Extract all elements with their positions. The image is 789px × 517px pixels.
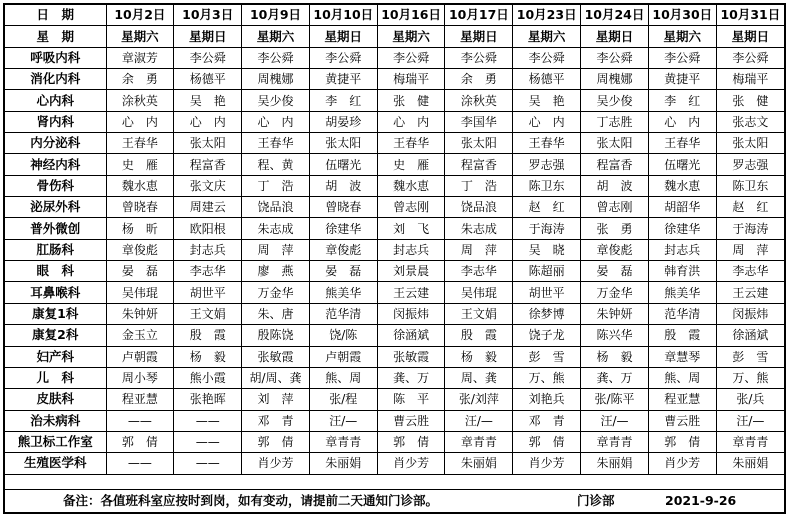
duty-cell: 丁 浩 — [242, 175, 310, 196]
roster-row — [5, 218, 784, 239]
duty-cell: 徐涵斌 — [377, 325, 445, 346]
duty-cell: 郭 倩 — [648, 431, 716, 452]
duty-cell: 李公舜 — [377, 47, 445, 68]
duty-cell: 杨 毅 — [445, 346, 513, 367]
duty-cell: 吴少俊 — [242, 90, 310, 111]
duty-cell: 刘 萍 — [242, 389, 310, 410]
duty-cell: 邓 青 — [513, 410, 581, 431]
duty-cell: 范华清 — [648, 303, 716, 324]
date-header-cell: 10月2日 — [106, 5, 174, 26]
duty-cell: 熊、周 — [648, 367, 716, 388]
duty-cell: 胡世平 — [174, 282, 242, 303]
duty-cell: 汪/— — [716, 410, 784, 431]
duty-cell: 张太阳 — [309, 133, 377, 154]
duty-cell: 肖少芳 — [513, 453, 581, 474]
weekday-header-cell: 星期六 — [648, 26, 716, 47]
duty-cell: 程富香 — [445, 154, 513, 175]
duty-cell: 范华清 — [309, 303, 377, 324]
duty-cell: 封志兵 — [174, 239, 242, 260]
duty-cell: 朱志成 — [242, 218, 310, 239]
duty-cell: 王云建 — [716, 282, 784, 303]
duty-cell: 晏 磊 — [106, 261, 174, 282]
duty-cell: 刘艳兵 — [513, 389, 581, 410]
duty-cell: 殷陈饶 — [242, 325, 310, 346]
duty-cell: 朱丽娟 — [309, 453, 377, 474]
duty-cell: 饶/陈 — [309, 325, 377, 346]
duty-cell: 黄捷平 — [648, 69, 716, 90]
duty-cell: 王文娟 — [174, 303, 242, 324]
date-header-cell: 10月9日 — [242, 5, 310, 26]
duty-cell: 饶品浪 — [242, 197, 310, 218]
date-header-label: 日 期 — [5, 5, 106, 26]
duty-cell: 张敏霞 — [377, 346, 445, 367]
duty-cell: 徐涵斌 — [716, 325, 784, 346]
duty-cell: 胡/周、龚 — [242, 367, 310, 388]
footer-note — [5, 489, 784, 512]
duty-cell: 心 内 — [648, 111, 716, 132]
duty-cell: 胡晏珍 — [309, 111, 377, 132]
duty-cell: 章青青 — [716, 431, 784, 452]
duty-cell: —— — [106, 410, 174, 431]
duty-cell: 邓 青 — [242, 410, 310, 431]
roster-row — [5, 111, 784, 132]
duty-cell: 曹云胜 — [377, 410, 445, 431]
duty-cell: 李公舜 — [309, 47, 377, 68]
duty-cell: 王春华 — [377, 133, 445, 154]
department-name: 消化内科 — [5, 69, 106, 90]
duty-cell: 张 勇 — [581, 218, 649, 239]
duty-cell: 周 萍 — [445, 239, 513, 260]
duty-cell: 余 勇 — [106, 69, 174, 90]
duty-cell: —— — [106, 453, 174, 474]
duty-cell: 万金华 — [581, 282, 649, 303]
duty-cell: 刘景晨 — [377, 261, 445, 282]
duty-cell: 张 健 — [716, 90, 784, 111]
duty-cell: 周 萍 — [242, 239, 310, 260]
date-header-cell: 10月17日 — [445, 5, 513, 26]
duty-cell: 曾志刚 — [377, 197, 445, 218]
roster-row — [5, 389, 784, 410]
duty-cell: 魏水恵 — [106, 175, 174, 196]
roster-row — [5, 282, 784, 303]
duty-cell: 张太阳 — [716, 133, 784, 154]
department-name: 泌尿外科 — [5, 197, 106, 218]
duty-cell: 张太阳 — [174, 133, 242, 154]
duty-cell: 张文庆 — [174, 175, 242, 196]
duty-cell: 金玉立 — [106, 325, 174, 346]
duty-cell: 朱钟妍 — [581, 303, 649, 324]
roster-row — [5, 325, 784, 346]
date-header-cell: 10月31日 — [716, 5, 784, 26]
duty-cell: 章俊彪 — [106, 239, 174, 260]
duty-cell: 陈卫东 — [716, 175, 784, 196]
weekday-header-cell: 星期日 — [581, 26, 649, 47]
roster-row — [5, 303, 784, 324]
duty-cell: 王春华 — [513, 133, 581, 154]
duty-cell: 李志华 — [445, 261, 513, 282]
duty-cell: 胡韶华 — [648, 197, 716, 218]
duty-cell: 王云建 — [377, 282, 445, 303]
duty-cell: 章青青 — [581, 431, 649, 452]
duty-cell: 万、熊 — [513, 367, 581, 388]
duty-cell: 闵振炜 — [377, 303, 445, 324]
roster-row — [5, 261, 784, 282]
duty-cell: 胡 波 — [581, 175, 649, 196]
duty-cell: 郭 倩 — [242, 431, 310, 452]
weekday-header-cell: 星期六 — [106, 26, 174, 47]
duty-cell: 梅瑞平 — [716, 69, 784, 90]
roster-row — [5, 47, 784, 68]
duty-cell: 程富香 — [581, 154, 649, 175]
duty-cell: 程亚慧 — [648, 389, 716, 410]
duty-cell: 周 萍 — [716, 239, 784, 260]
duty-cell: 封志兵 — [377, 239, 445, 260]
duty-cell: 李公舜 — [581, 47, 649, 68]
duty-cell: 张/陈平 — [581, 389, 649, 410]
duty-cell: 胡世平 — [513, 282, 581, 303]
duty-cell: 熊美华 — [309, 282, 377, 303]
duty-cell: 万金华 — [242, 282, 310, 303]
duty-cell: 心 内 — [106, 111, 174, 132]
duty-cell: 王文娟 — [445, 303, 513, 324]
department-name: 治未病科 — [5, 410, 106, 431]
date-header-cell: 10月3日 — [174, 5, 242, 26]
note-date: 2021-9-26 — [665, 493, 737, 508]
date-header-cell: 10月16日 — [377, 5, 445, 26]
department-name: 康复1科 — [5, 303, 106, 324]
department-name: 眼 科 — [5, 261, 106, 282]
duty-cell: 熊美华 — [648, 282, 716, 303]
duty-cell: 卢朝霞 — [309, 346, 377, 367]
duty-cell: 曾晓春 — [106, 197, 174, 218]
duty-cell: 殷 霞 — [445, 325, 513, 346]
duty-cell: 吴伟琨 — [106, 282, 174, 303]
duty-cell: 曹云胜 — [648, 410, 716, 431]
duty-cell: 徐建华 — [648, 218, 716, 239]
department-name: 熊卫标工作室 — [5, 431, 106, 452]
duty-cell: 熊、周 — [309, 367, 377, 388]
duty-cell: 周槐娜 — [581, 69, 649, 90]
date-header-cell: 10月23日 — [513, 5, 581, 26]
duty-roster-table — [5, 5, 784, 475]
duty-cell: 梅瑞平 — [377, 69, 445, 90]
weekday-header-label: 星 期 — [5, 26, 106, 47]
duty-cell: 心 内 — [174, 111, 242, 132]
duty-cell: 李公舜 — [445, 47, 513, 68]
duty-cell: —— — [174, 431, 242, 452]
duty-cell: 郭 倩 — [513, 431, 581, 452]
duty-cell: 张/兵 — [716, 389, 784, 410]
date-header-row — [5, 5, 784, 26]
roster-row — [5, 239, 784, 260]
duty-cell: 朱丽娟 — [581, 453, 649, 474]
duty-cell: 王春华 — [648, 133, 716, 154]
duty-cell: 肖少芳 — [648, 453, 716, 474]
duty-cell: 陈 平 — [377, 389, 445, 410]
roster-row — [5, 175, 784, 196]
duty-cell: 章青青 — [309, 431, 377, 452]
duty-cell: 周、龚 — [445, 367, 513, 388]
roster-row — [5, 90, 784, 111]
duty-cell: 朱志成 — [445, 218, 513, 239]
duty-cell: 曾晓春 — [309, 197, 377, 218]
duty-cell: 吴 晓 — [513, 239, 581, 260]
duty-cell: 周小琴 — [106, 367, 174, 388]
weekday-header-cell: 星期六 — [242, 26, 310, 47]
duty-cell: 史 雁 — [106, 154, 174, 175]
duty-cell: 龚、万 — [377, 367, 445, 388]
duty-cell: 杨德平 — [513, 69, 581, 90]
roster-row — [5, 197, 784, 218]
duty-cell: 殷 霞 — [174, 325, 242, 346]
duty-cell: 郭 倩 — [377, 431, 445, 452]
duty-cell: 李公舜 — [513, 47, 581, 68]
duty-cell: 肖少芳 — [242, 453, 310, 474]
duty-cell: 魏水恵 — [648, 175, 716, 196]
duty-cell: 程亚慧 — [106, 389, 174, 410]
duty-cell: 万、熊 — [716, 367, 784, 388]
duty-cell: 汪/— — [309, 410, 377, 431]
duty-cell: 陈卫东 — [513, 175, 581, 196]
duty-cell: 章俊彪 — [309, 239, 377, 260]
duty-cell: 廖 燕 — [242, 261, 310, 282]
duty-cell: 闵振炜 — [716, 303, 784, 324]
duty-cell: 朱丽娟 — [716, 453, 784, 474]
duty-cell: 周建云 — [174, 197, 242, 218]
duty-cell: 程富香 — [174, 154, 242, 175]
duty-cell: 涂秋英 — [445, 90, 513, 111]
duty-cell: 李国华 — [445, 111, 513, 132]
duty-cell: 饶品浪 — [445, 197, 513, 218]
duty-cell: 卢朝霞 — [106, 346, 174, 367]
roster-row — [5, 133, 784, 154]
duty-cell: 徐梦博 — [513, 303, 581, 324]
roster-row — [5, 431, 784, 452]
roster-row — [5, 367, 784, 388]
duty-cell: 周槐娜 — [242, 69, 310, 90]
duty-cell: 章俊彪 — [581, 239, 649, 260]
department-name: 内分泌科 — [5, 133, 106, 154]
department-name: 康复2科 — [5, 325, 106, 346]
duty-cell: 心 内 — [513, 111, 581, 132]
duty-cell: 汪/— — [581, 410, 649, 431]
duty-cell: 彭 雪 — [716, 346, 784, 367]
duty-cell: 赵 红 — [513, 197, 581, 218]
duty-cell: 罗志强 — [513, 154, 581, 175]
duty-cell: 肖少芳 — [377, 453, 445, 474]
duty-cell: 程、黄 — [242, 154, 310, 175]
duty-cell: 李公舜 — [174, 47, 242, 68]
department-name: 皮肤科 — [5, 389, 106, 410]
duty-cell: 封志兵 — [648, 239, 716, 260]
department-name: 耳鼻喉科 — [5, 282, 106, 303]
duty-cell: 朱、唐 — [242, 303, 310, 324]
duty-cell: 余 勇 — [445, 69, 513, 90]
duty-cell: 曾志刚 — [581, 197, 649, 218]
weekday-header-row — [5, 26, 784, 47]
duty-cell: 李 红 — [309, 90, 377, 111]
department-name: 神经内科 — [5, 154, 106, 175]
duty-cell: 魏水恵 — [377, 175, 445, 196]
duty-cell: 陈兴华 — [581, 325, 649, 346]
duty-cell: 熊小霞 — [174, 367, 242, 388]
duty-cell: 章慧琴 — [648, 346, 716, 367]
weekday-header-cell: 星期六 — [513, 26, 581, 47]
duty-cell: 彭 雪 — [513, 346, 581, 367]
duty-cell: 伍曙光 — [309, 154, 377, 175]
department-name: 生殖医学科 — [5, 453, 106, 474]
duty-cell: 王春华 — [242, 133, 310, 154]
duty-cell: 李公舜 — [716, 47, 784, 68]
duty-cell: 郭 倩 — [106, 431, 174, 452]
roster-row — [5, 453, 784, 474]
duty-cell: 黄捷平 — [309, 69, 377, 90]
weekday-header-cell: 星期日 — [174, 26, 242, 47]
duty-cell: 伍曙光 — [648, 154, 716, 175]
department-name: 妇产科 — [5, 346, 106, 367]
note-text: 备注：各值班科室应按时到岗，如有变动，请提前二天通知门诊部。 — [63, 493, 439, 508]
duty-cell: 于海涛 — [716, 218, 784, 239]
duty-cell: 欧阳根 — [174, 218, 242, 239]
duty-cell: 于海涛 — [513, 218, 581, 239]
duty-cell: 涂秋英 — [106, 90, 174, 111]
duty-cell: 心 内 — [242, 111, 310, 132]
duty-cell: 罗志强 — [716, 154, 784, 175]
roster-row — [5, 410, 784, 431]
duty-cell: 丁 浩 — [445, 175, 513, 196]
duty-cell: 章淑芳 — [106, 47, 174, 68]
note-department: 门诊部 — [577, 493, 615, 508]
roster-row — [5, 154, 784, 175]
duty-cell: 史 雁 — [377, 154, 445, 175]
duty-cell: 吴 艳 — [174, 90, 242, 111]
duty-cell: 李公舜 — [648, 47, 716, 68]
duty-cell: 晏 磊 — [309, 261, 377, 282]
duty-cell: 张艳晖 — [174, 389, 242, 410]
duty-roster-sheet — [3, 3, 786, 514]
duty-cell: 李公舜 — [242, 47, 310, 68]
department-name: 普外微创 — [5, 218, 106, 239]
duty-cell: 吴少俊 — [581, 90, 649, 111]
duty-cell: 赵 红 — [716, 197, 784, 218]
department-name: 骨伤科 — [5, 175, 106, 196]
weekday-header-cell: 星期六 — [377, 26, 445, 47]
duty-cell: 吴伟琨 — [445, 282, 513, 303]
department-name: 心内科 — [5, 90, 106, 111]
duty-cell: —— — [174, 410, 242, 431]
date-header-cell: 10月30日 — [648, 5, 716, 26]
department-name: 肾内科 — [5, 111, 106, 132]
duty-cell: 张志文 — [716, 111, 784, 132]
duty-cell: 杨 毅 — [581, 346, 649, 367]
weekday-header-cell: 星期日 — [716, 26, 784, 47]
duty-cell: 刘 飞 — [377, 218, 445, 239]
duty-cell: 王春华 — [106, 133, 174, 154]
duty-cell: 饶子龙 — [513, 325, 581, 346]
duty-cell: 张/程 — [309, 389, 377, 410]
duty-cell: 章青青 — [445, 431, 513, 452]
duty-cell: 杨 毅 — [174, 346, 242, 367]
date-header-cell: 10月10日 — [309, 5, 377, 26]
department-name: 呼吸内科 — [5, 47, 106, 68]
duty-cell: 朱丽娟 — [445, 453, 513, 474]
duty-cell: 朱钟妍 — [106, 303, 174, 324]
weekday-header-cell: 星期日 — [445, 26, 513, 47]
weekday-header-cell: 星期日 — [309, 26, 377, 47]
date-header-cell: 10月24日 — [581, 5, 649, 26]
duty-cell: 杨 昕 — [106, 218, 174, 239]
department-name: 肛肠科 — [5, 239, 106, 260]
duty-cell: 心 内 — [377, 111, 445, 132]
duty-cell: 张太阳 — [445, 133, 513, 154]
duty-cell: 吴 艳 — [513, 90, 581, 111]
duty-cell: 汪/— — [445, 410, 513, 431]
duty-cell: 龚、万 — [581, 367, 649, 388]
duty-cell: 殷 霞 — [648, 325, 716, 346]
duty-cell: 陈超丽 — [513, 261, 581, 282]
department-name: 儿 科 — [5, 367, 106, 388]
duty-cell: 李志华 — [174, 261, 242, 282]
roster-row — [5, 69, 784, 90]
duty-cell: 丁志胜 — [581, 111, 649, 132]
duty-cell: 李 红 — [648, 90, 716, 111]
duty-cell: 李志华 — [716, 261, 784, 282]
duty-cell: 张敏霞 — [242, 346, 310, 367]
duty-cell: 韩育洪 — [648, 261, 716, 282]
duty-cell: 胡 波 — [309, 175, 377, 196]
duty-cell: 张 健 — [377, 90, 445, 111]
duty-cell: 晏 磊 — [581, 261, 649, 282]
duty-cell: 张太阳 — [581, 133, 649, 154]
duty-cell: —— — [174, 453, 242, 474]
duty-cell: 杨德平 — [174, 69, 242, 90]
duty-cell: 徐建华 — [309, 218, 377, 239]
duty-cell: 张/刘萍 — [445, 389, 513, 410]
roster-row — [5, 346, 784, 367]
